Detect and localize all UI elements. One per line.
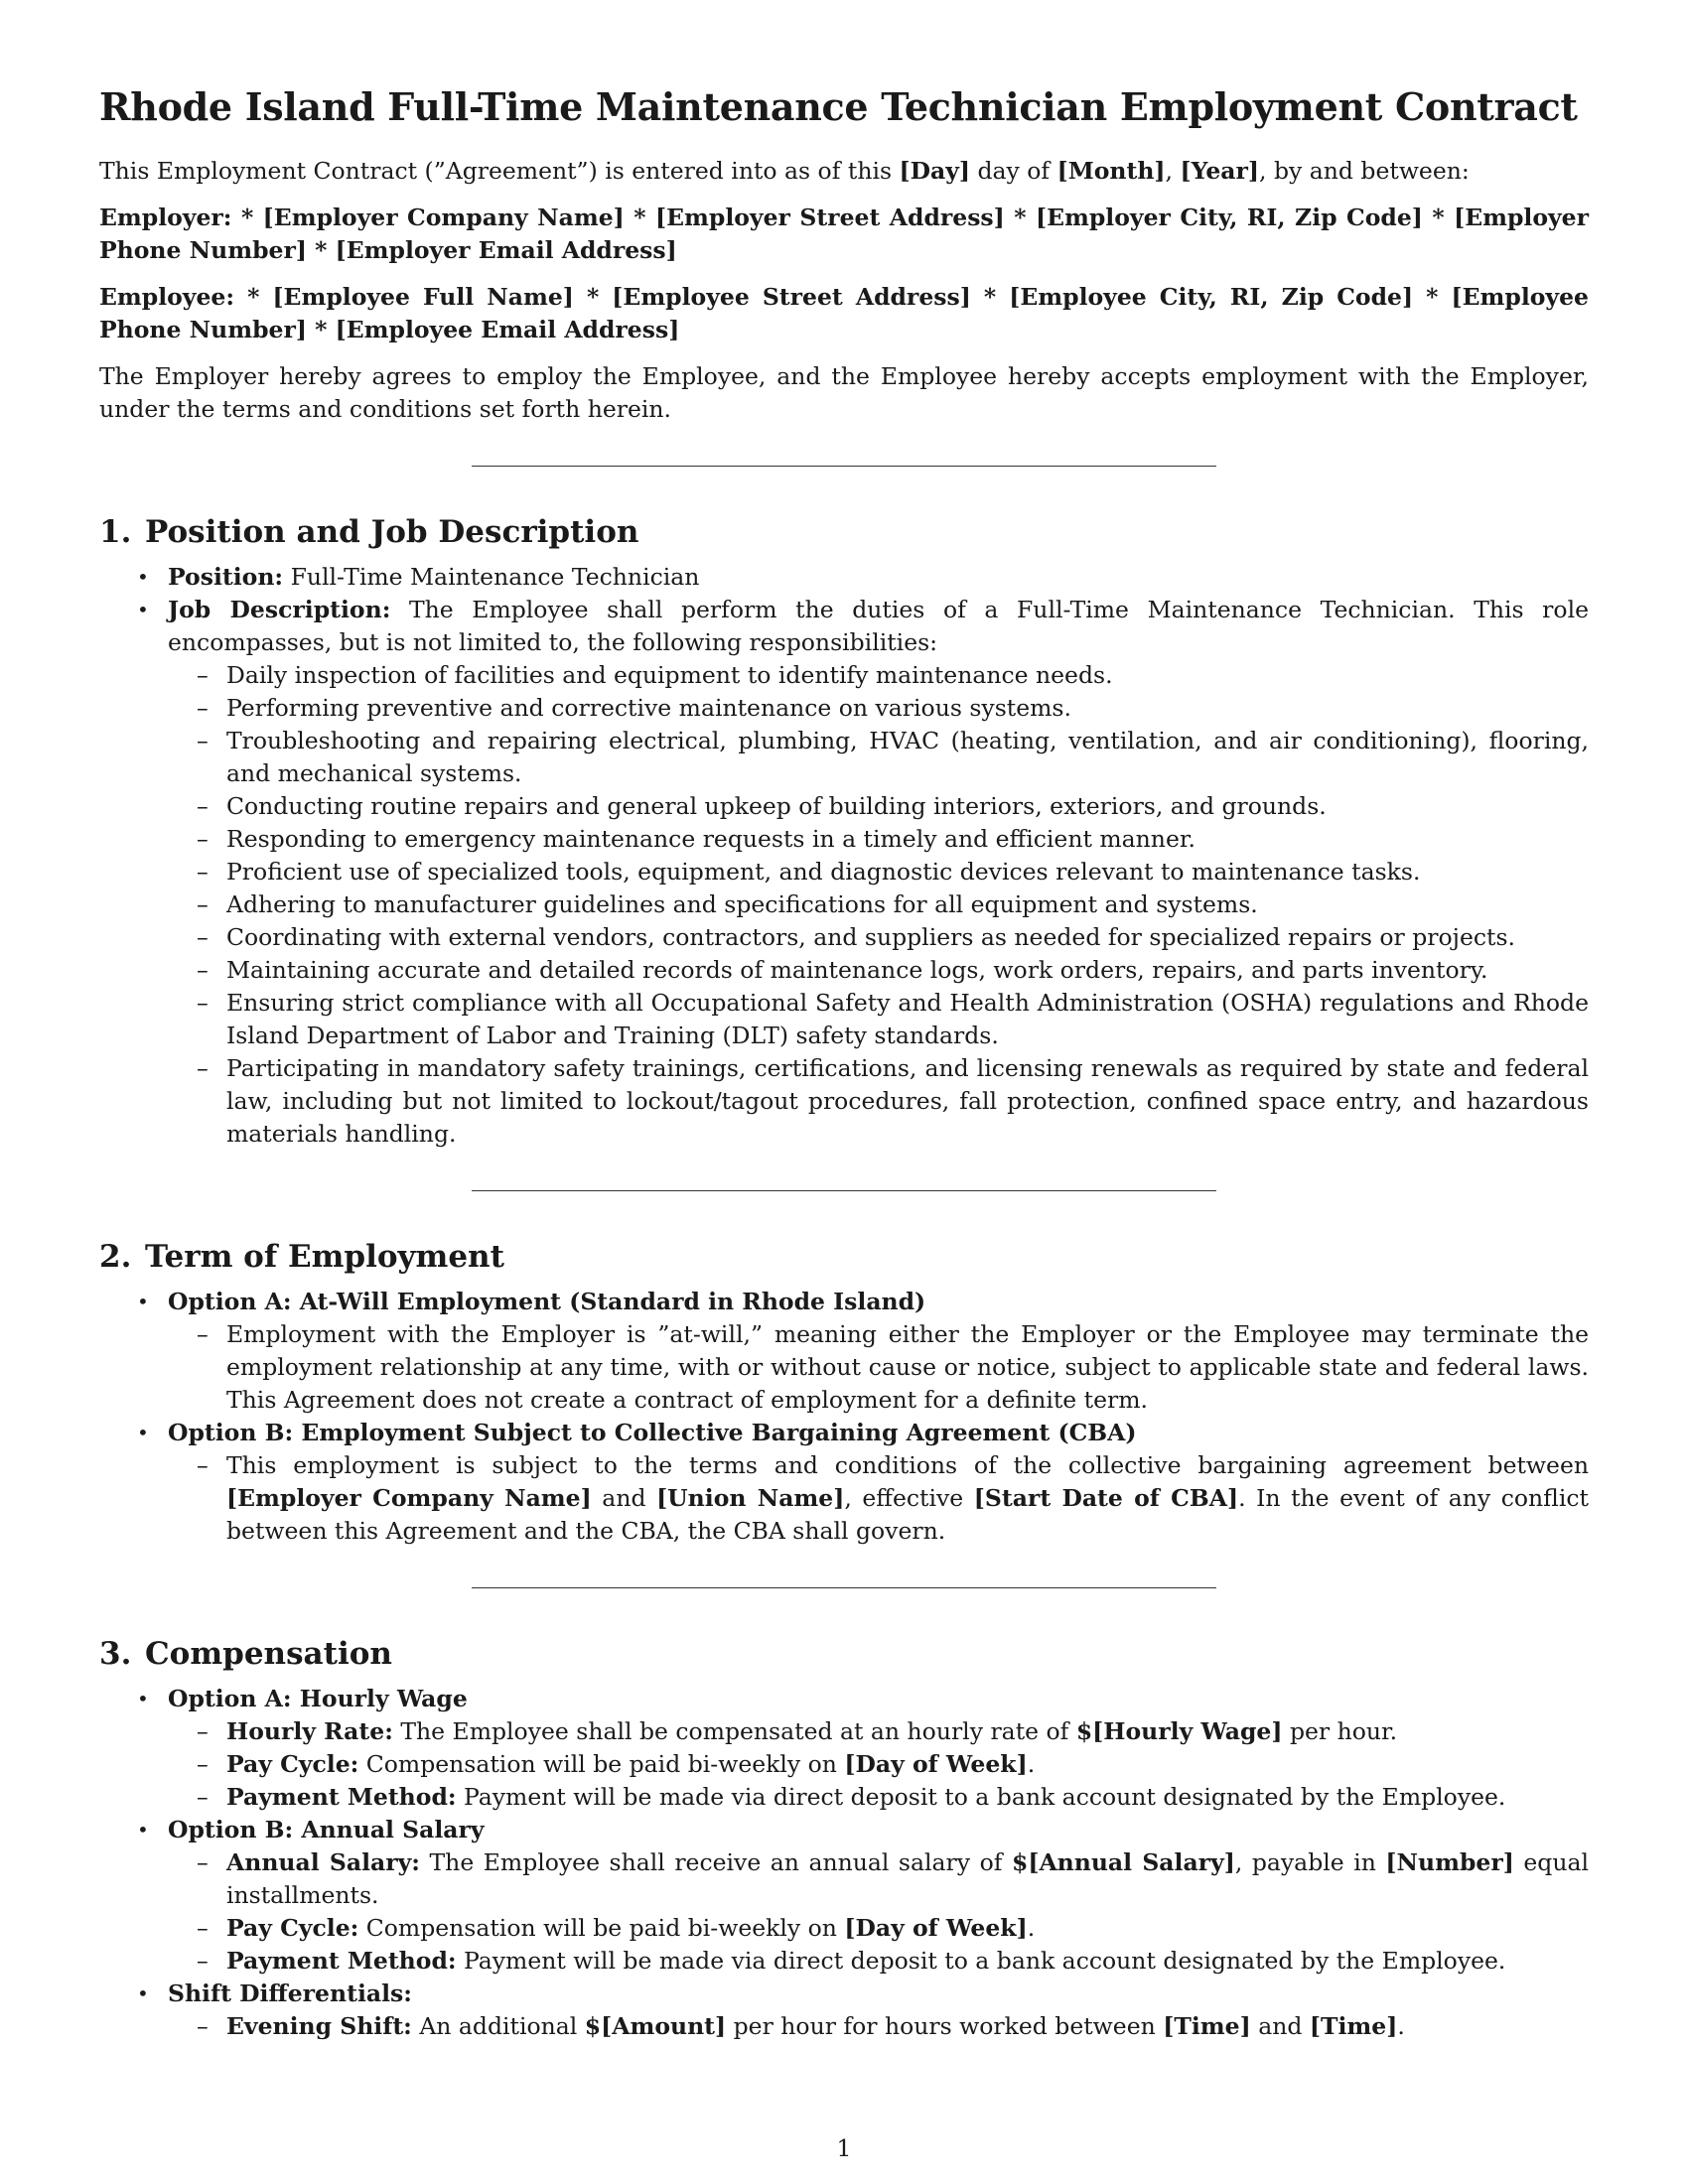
section-number: 1. <box>99 513 132 550</box>
duty-item <box>167 725 1589 790</box>
dash-icon: – <box>197 693 209 722</box>
duty-item <box>167 987 1589 1052</box>
section-divider <box>472 1587 1216 1588</box>
dash-icon: – <box>197 955 209 984</box>
section-divider <box>472 1190 1216 1191</box>
dash-icon: – <box>197 1320 209 1349</box>
item-label: Annual Salary: <box>226 1848 420 1877</box>
comp-option-a <box>99 1683 1589 1814</box>
duty-item <box>167 954 1589 987</box>
section-number: 3. <box>99 1636 132 1673</box>
duty-text: Participating in mandatory safety trainings, certifications, and licensing renewals as required by state and federal law, including but not limited to lockout/tagout procedures, fall protection, confined space entry, and hazardous materials handling. <box>226 1053 1589 1148</box>
option-a-text <box>167 1318 1589 1417</box>
pay-cycle-item <box>167 1912 1589 1945</box>
duty-item <box>167 888 1589 921</box>
start-date-placeholder: [Start Date of CBA] <box>973 1484 1239 1513</box>
option-text: , effective <box>844 1484 974 1513</box>
comp-option-b <box>99 1814 1589 1978</box>
intro-text: , <box>1165 156 1181 185</box>
intro-text: day of <box>970 156 1057 185</box>
section-title: Position and Job Description <box>145 513 639 550</box>
day-of-week-placeholder: [Day of Week] <box>844 1750 1028 1779</box>
item-label: Evening Shift: <box>226 2012 412 2041</box>
section-title: Term of Employment <box>145 1238 504 1275</box>
time-placeholder: [Time] <box>1309 2012 1398 2041</box>
dash-icon: – <box>197 988 209 1017</box>
hourly-rate-item <box>167 1715 1589 1748</box>
day-placeholder: [Day] <box>899 156 970 185</box>
duty-text: Performing preventive and corrective maintenance on various systems. <box>226 693 1071 722</box>
duty-text: Adhering to manufacturer guidelines and specifications for all equipment and systems. <box>226 889 1258 918</box>
option-label: Option B: Employment Subject to Collective Bargaining Agreement (CBA) <box>168 1419 1137 1447</box>
bullet-icon: • <box>137 1687 149 1711</box>
dash-icon: – <box>197 1848 209 1877</box>
amount-placeholder: $[Amount] <box>584 2012 727 2041</box>
position-item <box>99 561 1589 594</box>
dash-icon: – <box>197 1914 209 1943</box>
item-text: An additional <box>411 2012 585 2041</box>
employer-details: * [Employer Company Name] * [Employer Street Address] * [Employer City, RI, Zip Code] * [Employer Phone Number] * [Employer Email Address] <box>99 203 1589 264</box>
option-label: Option A: At-Will Employment (Standard in Rhode Island) <box>168 1288 926 1316</box>
dash-icon: – <box>197 2012 209 2041</box>
item-text: . <box>1397 2012 1405 2041</box>
item-label: Pay Cycle: <box>226 1914 359 1943</box>
dash-icon: – <box>197 889 209 918</box>
section-divider <box>472 466 1216 467</box>
section-2-heading <box>99 1239 1589 1276</box>
duty-item <box>167 1052 1589 1151</box>
option-b-text <box>167 1449 1589 1548</box>
duty-item <box>167 921 1589 954</box>
duty-text: Proficient use of specialized tools, equipment, and diagnostic devices relevant to maintenance tasks. <box>226 857 1421 886</box>
job-description-value: The Employee shall perform the duties of a Full-Time Maintenance Technician. This role encompasses, but is not limited to, the following responsibilities: <box>168 595 1589 656</box>
employer-label: Employer: <box>99 203 232 231</box>
shift-list <box>168 2010 1589 2043</box>
item-text: The Employee shall be compensated at an hourly rate of <box>392 1717 1076 1746</box>
item-text: . <box>1027 1750 1036 1779</box>
item-label: Payment Method: <box>226 1947 457 1976</box>
option-text: and <box>591 1484 657 1513</box>
section-1-list <box>99 561 1589 1151</box>
union-placeholder: [Union Name] <box>656 1484 845 1513</box>
option-a-list <box>168 1318 1589 1417</box>
section-3-heading <box>99 1636 1589 1673</box>
payment-method-item <box>167 1945 1589 1978</box>
duty-text: Conducting routine repairs and general upkeep of building interiors, exteriors, and grounds. <box>226 791 1327 820</box>
annual-salary-item <box>167 1846 1589 1912</box>
dash-icon: – <box>197 1750 209 1779</box>
month-placeholder: [Month] <box>1056 156 1166 185</box>
closing-paragraph: The Employer hereby agrees to employ the Employee, and the Employee hereby accepts employment with the Employer, under the terms and conditions set forth herein. <box>99 361 1589 423</box>
payment-method-item <box>167 1781 1589 1814</box>
term-option-a <box>99 1286 1589 1417</box>
option-label: Option A: Hourly Wage <box>168 1685 468 1713</box>
job-description-label: Job Description: <box>168 595 391 623</box>
position-label: Position: <box>168 562 284 591</box>
position-value: Full-Time Maintenance Technician <box>283 562 700 591</box>
item-text: Payment will be made via direct deposit to a bank account designated by the Employee. <box>456 1947 1506 1976</box>
job-description-item <box>99 594 1589 1151</box>
employer-block <box>99 202 1589 267</box>
item-text: Compensation will be paid bi-weekly on <box>358 1750 845 1779</box>
duty-item <box>167 790 1589 823</box>
section-title: Compensation <box>145 1636 392 1673</box>
section-2-list <box>99 1286 1589 1548</box>
duties-list <box>168 659 1589 1151</box>
dash-icon: – <box>197 660 209 689</box>
bullet-icon: • <box>137 1421 149 1445</box>
item-text: , payable in <box>1234 1848 1386 1877</box>
item-label: Pay Cycle: <box>226 1750 359 1779</box>
evening-shift-item <box>167 2010 1589 2043</box>
dash-icon: – <box>197 922 209 951</box>
duty-item <box>167 856 1589 888</box>
document-page <box>99 85 1589 2043</box>
dash-icon: – <box>197 1717 209 1746</box>
salary-list <box>168 1846 1589 1978</box>
hourly-list <box>168 1715 1589 1814</box>
dash-icon: – <box>197 791 209 820</box>
item-text: . <box>1027 1914 1036 1943</box>
annual-salary-placeholder: $[Annual Salary] <box>1011 1848 1235 1877</box>
item-text: Compensation will be paid bi-weekly on <box>358 1914 845 1943</box>
dash-icon: – <box>197 1451 209 1480</box>
intro-text: , by and between: <box>1259 156 1470 185</box>
employee-block <box>99 281 1589 346</box>
item-text: equal installments. <box>226 1848 1589 1910</box>
section-3-list <box>99 1683 1589 2043</box>
day-of-week-placeholder: [Day of Week] <box>844 1914 1028 1943</box>
bullet-icon: • <box>137 564 149 589</box>
dash-icon: – <box>197 824 209 853</box>
item-label: Payment Method: <box>226 1783 457 1812</box>
pay-cycle-item <box>167 1748 1589 1781</box>
section-number: 2. <box>99 1238 132 1275</box>
bullet-icon: • <box>137 597 149 621</box>
duty-text: Ensuring strict compliance with all Occupational Safety and Health Administration (OSHA) regulations and Rhode Island Department of Labor and Training (DLT) safety standards. <box>226 988 1589 1049</box>
option-text: . In the event of any conflict between this Agreement and the CBA, the CBA shall govern. <box>226 1484 1589 1546</box>
duty-text: Responding to emergency maintenance requests in a timely and efficient manner. <box>226 824 1196 853</box>
duty-text: Daily inspection of facilities and equipment to identify maintenance needs. <box>226 660 1113 689</box>
item-text: per hour. <box>1282 1717 1398 1746</box>
year-placeholder: [Year] <box>1180 156 1260 185</box>
duty-item <box>167 692 1589 725</box>
bullet-icon: • <box>137 1818 149 1843</box>
term-option-b <box>99 1417 1589 1548</box>
duty-text: Troubleshooting and repairing electrical, plumbing, HVAC (heating, ventilation, and air conditioning), flooring, and mechanical systems. <box>226 726 1589 787</box>
dash-icon: – <box>197 1947 209 1976</box>
option-label: Shift Differentials: <box>168 1979 412 2008</box>
dash-icon: – <box>197 1053 209 1082</box>
employee-label: Employee: <box>99 282 235 311</box>
dash-icon: – <box>197 1783 209 1812</box>
option-text: This employment is subject to the terms and conditions of the collective bargaining agreement between <box>226 1451 1589 1480</box>
section-1-heading <box>99 514 1589 551</box>
duty-text: Coordinating with external vendors, contractors, and suppliers as needed for specialized repairs or projects. <box>226 922 1515 951</box>
employee-details: * [Employee Full Name] * [Employee Street Address] * [Employee City, RI, Zip Code] * [Employee Phone Number] * [Employee Email Address] <box>99 282 1589 343</box>
company-placeholder: [Employer Company Name] <box>226 1484 592 1513</box>
bullet-icon: • <box>137 1981 149 2006</box>
page-number: 1 <box>836 2134 852 2162</box>
intro-text: This Employment Contract (”Agreement”) is entered into as of this <box>99 156 900 185</box>
item-text: Payment will be made via direct deposit to a bank account designated by the Employee. <box>456 1783 1506 1812</box>
option-b-list <box>168 1449 1589 1548</box>
hourly-wage-placeholder: $[Hourly Wage] <box>1075 1717 1283 1746</box>
document-title: Rhode Island Full-Time Maintenance Technician Employment Contract <box>99 84 1578 129</box>
time-placeholder: [Time] <box>1163 2012 1251 2041</box>
shift-differentials <box>99 1978 1589 2043</box>
item-label: Hourly Rate: <box>226 1717 393 1746</box>
option-text: Employment with the Employer is ”at-will,” meaning either the Employer or the Employee may terminate the employment relationship at any time, with or without cause or notice, subject to applicable state and federal laws. This Agreement does not create a contract of employment for a definite term. <box>226 1320 1589 1415</box>
number-placeholder: [Number] <box>1385 1848 1514 1877</box>
duty-item <box>167 659 1589 692</box>
duty-item <box>167 823 1589 856</box>
option-label: Option B: Annual Salary <box>168 1816 485 1844</box>
dash-icon: – <box>197 726 209 754</box>
duty-text: Maintaining accurate and detailed records of maintenance logs, work orders, repairs, and parts inventory. <box>226 955 1488 984</box>
intro-paragraph <box>99 155 1589 188</box>
item-text: The Employee shall receive an annual salary of <box>419 1848 1012 1877</box>
item-text: and <box>1250 2012 1310 2041</box>
dash-icon: – <box>197 857 209 886</box>
bullet-icon: • <box>137 1290 149 1314</box>
item-text: per hour for hours worked between <box>726 2012 1164 2041</box>
